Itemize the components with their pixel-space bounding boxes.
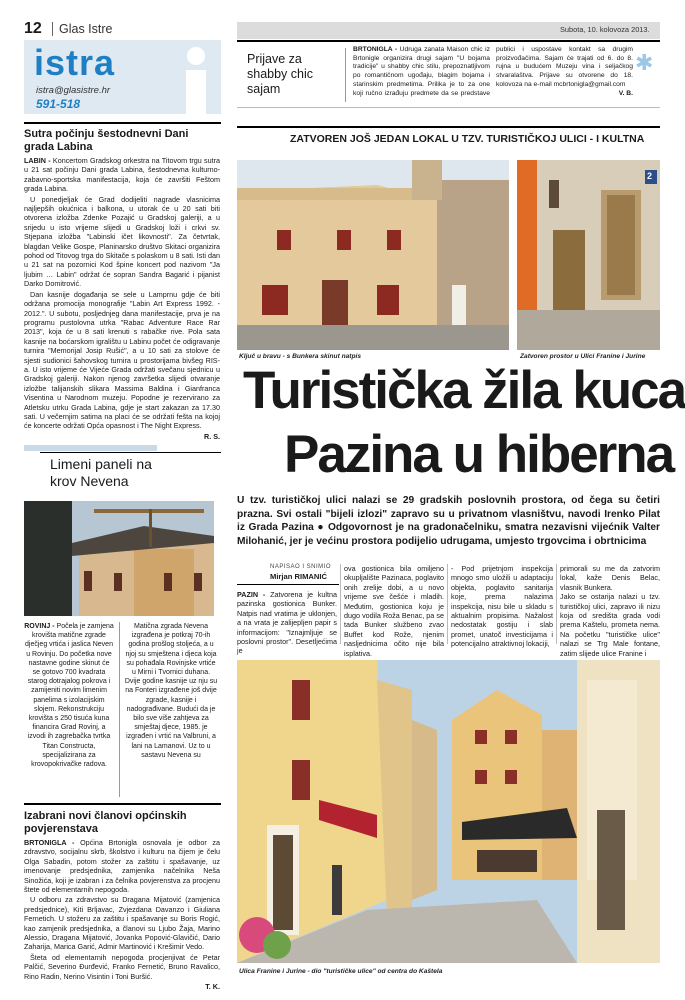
- paper-name: Glas Istre: [59, 22, 113, 36]
- main-col-divider-2: [447, 564, 448, 644]
- istra-email: istra@glasistre.hr: [36, 85, 111, 96]
- brtonigla-title: Izabrani novi članovi općinskih povjerenstava: [24, 810, 187, 835]
- headline-line-2: Pazina u hiberna: [284, 425, 674, 484]
- main-deck: U tzv. turističkoj ulici nalazi se 29 gradskih poslovnih prostora, od čega su četiri prazna. Svi ostali "bijeli izlozi" zapravo su u privatnom vlasništvu, navodi Irenko Pilat iz Grada Pazina ● Odgovornost je na gradonačelniku, smatra nezavisni vijećnik Valter Milohanić, jer je većinu prostora podijelio udrugama, umjesto trgovcima i obrtnicima: [237, 495, 660, 547]
- byline-name: Mirjan RIMANIĆ: [270, 572, 327, 581]
- main-col-2: ova gostionica bila omiljeno okupljalište Pazinaca, poglavito onih zrelije dobi, a u novo vrijeme sve češće i mladih. Međutim, gostionica koju je dugo vodila Roža Benac, pa se tada Bunker službeno zvao Buffet kod Rože, njenim nasljednicima očito nije bila isplativa.: [344, 564, 444, 658]
- nevena-rule: [40, 452, 221, 453]
- promo-title: Prijave za shabby chic sajam: [247, 52, 314, 96]
- closed-shop-photo: [517, 160, 660, 350]
- byline-label: NAPISAO I SNIMIO: [270, 564, 332, 570]
- bunker-photo: [237, 160, 509, 350]
- nevena-col-divider: [119, 622, 120, 797]
- labin-top-rule: [24, 122, 221, 124]
- nevena-col1: ROVINJ - Počela je zamjena krovišta matične zgrade dječjeg vrtića i jaslica Neven u Rovinju. Do početka nove nastavne godine skinut će se gotovo 700 kvadrata starog dotrajalog pokrova i zamijeniti novim limenim panelima s izolacijskim slojem. Rekonstrukciju krovišta s 250 tisuća kuna financira Grad Rovinj, a izvodi ih zagrebačka tvrtka Titan Constructa, specijalizirana za krovopokrivačke radova.: [24, 623, 114, 769]
- info-i-icon: [174, 46, 218, 119]
- istra-box: [24, 40, 221, 114]
- promo-divider: [345, 48, 346, 102]
- promo-box: [237, 40, 660, 108]
- byline-rule: [237, 584, 339, 585]
- nevena-photo: [24, 501, 214, 616]
- brtonigla-rule: [24, 803, 221, 805]
- street-photo: [237, 660, 660, 963]
- main-kicker: ZATVOREN JOŠ JEDAN LOKAL U TZV. TURISTIČKOJ ULICI - I KULTNA: [290, 133, 645, 145]
- street-sign-number: 2: [647, 171, 653, 181]
- labin-body: LABIN - Koncertom Gradskog orkestra na Titovom trgu sutra u 21 sat počinju Dani grada Labina, šestodnevna kulturno-zabavno-sportska manifestacija, koja će završiti Feštom grada Labina. U ponedjeljak će Grad dodijeliti nagrade vlasnicima najljepših okućnica i balkona, u utorak će u 20 sati biti otvorena izložba Zdenke Pozajić u Gradskoj galeriji, a u srijedu u isto vrijeme slijedi u Gradskoj loži i crkvi sv. Stjepana izložba "Labinski ičet likovnosti". Za četvrtak, blagdan Velike Gospe, Planinarsko društvo Skitaci organizira pohod od Titovog trga do Skitače s polaskom u 8 sati. Isti dan u 21 sat na pozornici Kod špine koncert pod nazivom "Ja ljubim … Labin" održat će sopran Sandra Bagarić i pijanist Darko Domitrović. Dan kasnije događanja se sele u Lamprnu gdje će biti održana promocija monografije "Labin Art Express 1992. - 2012.". U subotu, posljednjeg dana manifestacije, prva je na programu pustolovna utrka "Rabac Adventure Race Rar 2013", koja će u 8 sati krenuti s rabačke rive. Pola sata kasnije na boćarskom igralištu u Labinu počet će odigravanje turnira "Memorijal Josip Rušić", a u 10 sati za stolove će sjesti sudionici šahovskog turnira u prostorijama bivšeg RIS-a. U isto vrijeme će Vijeće Grada održati svečanu sjednicu u Gradskoj galeriji. Nakon njenog završetka slijedi otvaranje izložbe talijanskih slikara Massima Baldina i Gianfranca Visentina u Narodnom muzeju. Popodne je rezervirano za Atletsku utrku Grada Labina, gdje je start zakazan za 17.30 sati. U večernjim satima na placi će se održati fešta na kojoj će koncerte održati Opća opasnost i The Night Express. R. S.: [24, 156, 220, 441]
- main-col-divider-1: [340, 564, 341, 644]
- asterisk-icon: ✱: [635, 50, 654, 75]
- promo-text: BRTONIGLA - Udruga zanata Maison chic iz Brtonigle organizira drugi sajam "U bojama tradicije" u shabby chic stilu, prepoznatljivom po romantičnom ugođaju, blagim bojama i starinskim predmetima. Prilika je to za one koji ručno izrađuju predmete da se predstave publici i uspostave kontakt sa drugim proizvođačima. Sajam će trajati od 6. do 8. rujna u budućem Muzeju vina i seljačkog stvaralaštva. Prijave su otvorene do 18. kolovoza na e-mail mcbrtonigla@gmail.com V. B.: [353, 46, 633, 97]
- istra-phone: 591-518: [36, 97, 81, 111]
- nevena-col2: Matična zgrada Nevena izgrađena je potkraj 70-ih godina prošlog stoljeća, a u njoj su smještena i djeca koja su pohađala Rovinjske vrtiće u Mirni i Tvornici duhana. Dvije godine kasnije uz nju su na Fonteri izgrađene još dvije zgrade, kasnije i nadograđivane. Budući da je bilo sve više zahtjeva za smještaj djece, 1985. je izgrađen i vrtić na Valbruni, a lani na Lamanovi. Uz to u sastavu Nevena su: [124, 623, 218, 759]
- caption-street: Ulica Franine i Jurine - dio "turističke ulice" od centra do Kaštela: [239, 968, 443, 975]
- brtonigla-body: BRTONIGLA - Općina Brtonigla osnovala je odbor za zdravstvo, socijalnu skrb, školstvo i kulturu na čijem je čelu Olga Sabadin, potom stožer za zaštitu i spašavanje, uz imenovanje predsjednika, zamjenika načelnika Neša Sinožića, koji je izabran i za čelnika povjerenstva za procjenu štete od elementarnih nepogoda. U odboru za zdravstvo su Dragana Mijatović (zamjenica predsjednice), Kiti Brljavac, Zvjezdana Davanzo i Giuliana Fernetich. U stožeru za zaštitu i spašavanje su Boris Rogić, kao zamjenik predsjednika, a članovi su Ljubo Žaja, Marino Alessio, Dragana Mijatović, Jovanka Popović-Glavičić, Dario Zaharija, Marica Garić, Admir Martinović i Krešimir Vedo. Šteta od elementarnih nepogoda procjenjivat će Petar Palčić, Severino Đurđević, Franko Fernetić, Bruno Ravalico, Rino Radin, Nerino Visintin i Toni Buršić. T. K.: [24, 838, 220, 992]
- main-top-rule: [237, 126, 660, 128]
- main-col-divider-3: [556, 564, 557, 644]
- labin-title: Sutra počinju šestodnevni Dani grada Labina: [24, 128, 189, 153]
- header-divider: [52, 22, 53, 36]
- nevena-title: Limeni paneli na krov Nevena: [50, 456, 152, 489]
- caption-closed-shop: Zatvoren prostor u Ulici Franine i Jurine: [520, 353, 646, 360]
- issue-date: Subota, 10. kolovoza 2013.: [560, 25, 650, 34]
- headline-line-1: Turistička žila kuca: [243, 361, 685, 420]
- main-col-1: PAZIN - Zatvorena je kultna pazinska gostionica Bunker. Natpis nad vratima je uklonjen, a na vrata je zalijepljen papir s informacijom: "Iznajmljuje se poslovni prostor". Desetljećima je: [237, 590, 337, 656]
- page-number: 12: [24, 20, 42, 37]
- main-col-4: primorali su me da zatvorim lokal, kaže Denis Belac, vlasnik Bunkera. Jako se ostarija nalazi u tzv. turističkoj ulici, zapravo ili nizu koja od središta grada vodi prema Kaštelu, prometa nema. Na početku "turističke ulice" nalazi se Trg Male fontane, zatim slijede ulice Franine i: [560, 564, 660, 658]
- caption-bunker: Ključ u bravu - s Bunkera skinut natpis: [239, 353, 362, 360]
- main-col-3: - Pod prijetnjom inspekcija mnogo smo uložili u adaptaciju objekta, poglavito sanitarija koje, prema nalazima inspekcija, nisu bile u skladu s aktualnim propisima. Nažalost nedostatak gostiju i slab promet, unatoč investicijama i potencijalno atraktivnoj lokaciji,: [451, 564, 553, 649]
- nevena-blue-bar: [24, 445, 157, 451]
- istra-title: istra: [34, 42, 116, 83]
